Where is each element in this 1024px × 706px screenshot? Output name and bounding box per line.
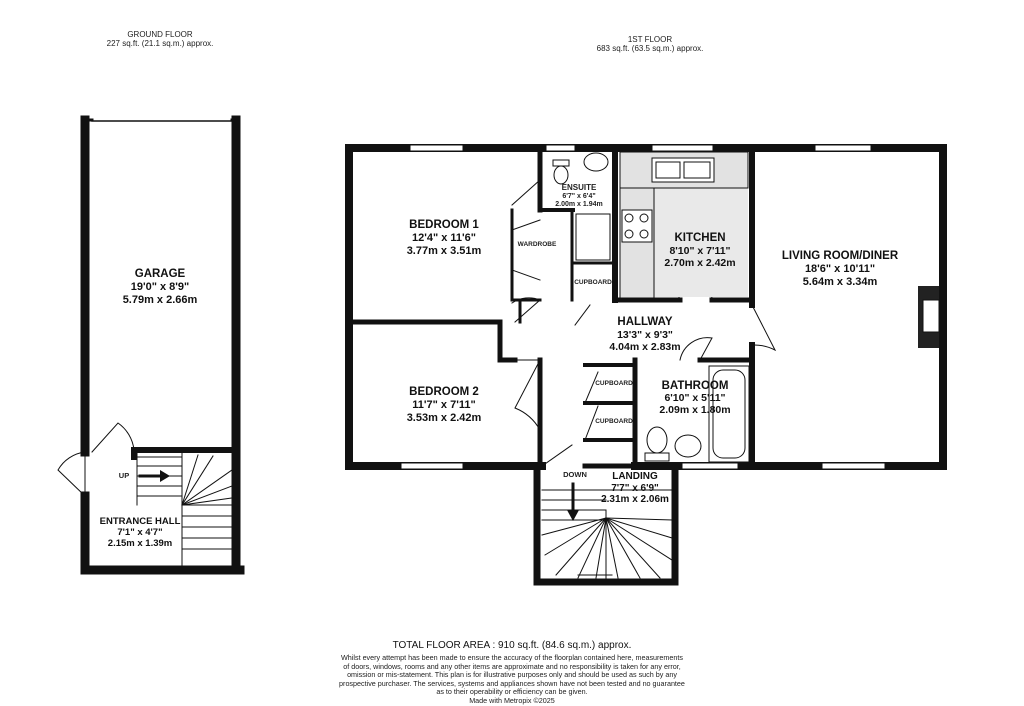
room-name: ENSUITE xyxy=(561,183,597,192)
kitchen-cupboard-door xyxy=(575,305,590,325)
ensuite-shower xyxy=(576,214,610,260)
disclaimer-line: prospective purchaser. The services, systems and appliances shown have not been tested and no guarantee xyxy=(339,678,685,688)
room-imperial: 18'6" x 10'11" xyxy=(804,263,876,275)
room-hallway xyxy=(590,316,700,354)
first-floor xyxy=(349,145,943,582)
room-imperial: 12'4" x 11'6" xyxy=(412,232,476,244)
disclaimer-line: Whilst every attempt has been made to ensure the accuracy of the floorplan contained here, measurements xyxy=(341,653,683,662)
disclaimer-line: omission or mis-statement. This plan is for illustrative purposes only and should be used as such by any xyxy=(347,670,677,680)
room-metric: 3.77m x 3.51m xyxy=(406,245,482,257)
garage-door-swing xyxy=(92,423,134,452)
label-up: UP xyxy=(118,471,130,480)
room-living-diner xyxy=(770,250,910,289)
room-garage xyxy=(90,268,230,307)
living-door-swing xyxy=(752,305,775,350)
room-kitchen xyxy=(648,232,752,270)
label-cupboard-kitchen: CUPBOARD xyxy=(574,279,612,286)
room-ensuite xyxy=(543,184,615,210)
room-bedroom-2 xyxy=(380,386,508,425)
first-floor-header xyxy=(560,35,740,53)
cupboard-door-1 xyxy=(585,372,598,403)
total-floor-area: TOTAL FLOOR AREA : 910 sq.ft. (84.6 sq.m.) approx. xyxy=(392,640,632,651)
label-cupboard-hall-1: CUPBOARD xyxy=(595,380,633,387)
disclaimer-line: of doors, windows, rooms and any other items are approximate and no responsibility is taken for any error, xyxy=(343,661,681,671)
room-entrance-hall xyxy=(84,516,196,549)
room-name: BEDROOM 2 xyxy=(409,386,479,398)
ensuite-door xyxy=(512,180,540,205)
room-metric: 5.79m x 2.66m xyxy=(122,294,198,306)
room-name: KITCHEN xyxy=(674,232,726,244)
room-name: LIVING ROOM/DINER xyxy=(781,250,899,262)
ground-floor-title: GROUND FLOOR xyxy=(127,30,193,39)
room-bathroom xyxy=(644,380,746,416)
room-imperial: 8'10" x 7'11" xyxy=(669,244,731,257)
room-bedroom-1 xyxy=(380,219,508,258)
label-wardrobe: WARDROBE xyxy=(517,241,557,248)
room-metric: 2.09m x 1.80m xyxy=(659,404,731,416)
room-imperial: 11'7" x 7'11" xyxy=(412,399,476,411)
ground-floor-header xyxy=(80,30,240,48)
disclaimer xyxy=(290,654,734,706)
room-imperial: 19'0" x 8'9" xyxy=(130,281,190,293)
ensuite-wc xyxy=(554,166,568,184)
entrance-door-swing xyxy=(58,452,85,496)
bath-basin xyxy=(675,435,701,457)
room-imperial: 7'7" x 6'9" xyxy=(611,482,659,494)
room-imperial: 6'7" x 6'4" xyxy=(562,192,596,200)
bed2-recess xyxy=(500,322,515,360)
bath-wc xyxy=(647,427,667,453)
footer xyxy=(290,640,734,706)
first-floor-title: 1ST FLOOR xyxy=(627,35,673,44)
room-metric: 2.70m x 2.42m xyxy=(664,257,736,269)
room-imperial: 6'10" x 5'11" xyxy=(664,392,726,404)
room-metric: 3.53m x 2.42m xyxy=(406,412,482,424)
room-name: BEDROOM 1 xyxy=(409,219,479,231)
bed2-door-swing xyxy=(515,360,540,430)
ground-floor xyxy=(58,120,240,570)
wardrobe-doors xyxy=(512,220,540,280)
hall-cupboard-walls xyxy=(585,365,635,440)
room-name: LANDING xyxy=(612,471,658,482)
room-name: GARAGE xyxy=(134,268,186,280)
first-floor-area: 683 sq.ft. (63.5 sq.m.) approx. xyxy=(596,44,704,53)
room-metric: 4.04m x 2.83m xyxy=(609,341,681,353)
label-down: DOWN xyxy=(563,470,587,479)
label-cupboard-hall-2: CUPBOARD xyxy=(595,418,633,425)
room-metric: 2.31m x 2.06m xyxy=(601,494,669,505)
room-metric: 2.00m x 1.94m xyxy=(555,201,603,208)
room-name: ENTRANCE HALL xyxy=(99,516,181,527)
ground-floor-area: 227 sq.ft. (21.1 sq.m.) approx. xyxy=(106,39,214,48)
ensuite-basin xyxy=(584,153,608,171)
room-name: BATHROOM xyxy=(661,380,729,392)
room-name: HALLWAY xyxy=(617,316,673,328)
room-metric: 5.64m x 3.34m xyxy=(802,276,878,288)
credit: Made with Metropix ©2025 xyxy=(469,695,555,705)
room-imperial: 7'1" x 4'7" xyxy=(117,527,163,538)
room-imperial: 13'3" x 9'3" xyxy=(617,328,673,341)
room-metric: 2.15m x 1.39m xyxy=(107,538,173,549)
disclaimer-line: as to their operability or efficiency can be given. xyxy=(436,687,588,697)
room-landing xyxy=(580,471,690,506)
